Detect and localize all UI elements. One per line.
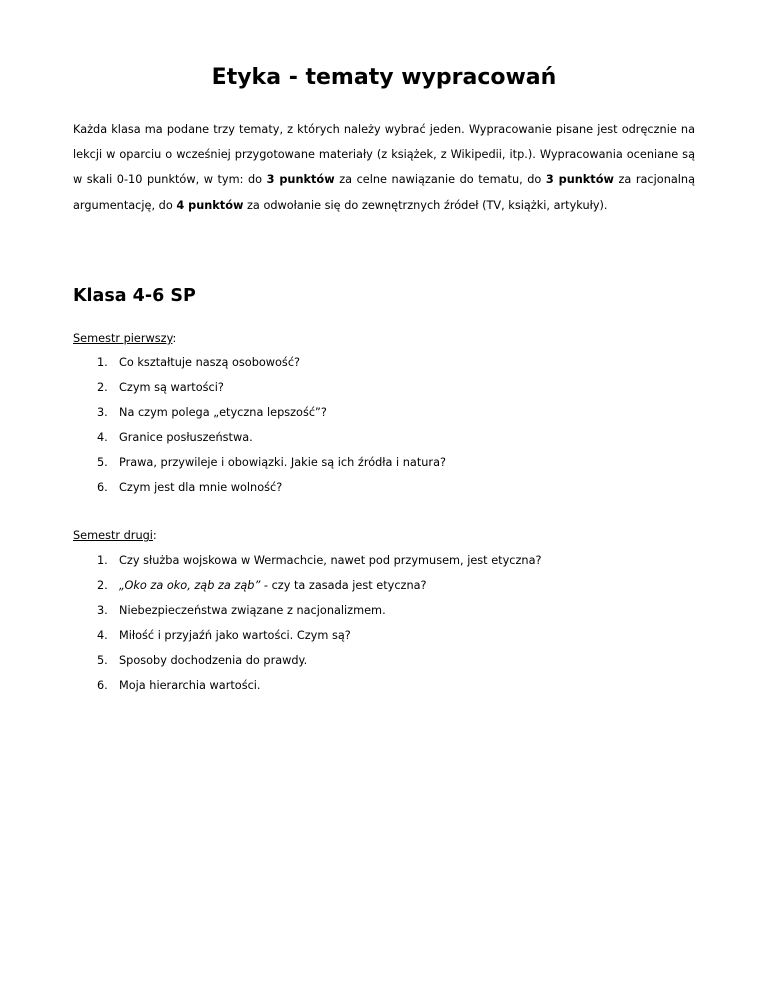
semester-2-label-text: Semestr drugi (73, 529, 153, 542)
intro-text-1: Każda klasa ma podane trzy tematy, z których należy wybrać jeden. Wypracowanie pisane jest odręcznie na lekcji w oparciu o wcześniej przygotowane materiały (z książek, z Wikipedii, itp.). Wypracowania oceniane są w skali 0-10 punktów, w tym: do (73, 123, 695, 187)
list-item-number: 2. (97, 579, 108, 592)
list-item-number: 3. (97, 406, 108, 419)
list-item-text: Sposoby dochodzenia do prawdy. (119, 654, 308, 667)
list-item-text: Granice posłuszeństwa. (119, 431, 253, 444)
intro-text-3: za racjonalną argumentację, do (73, 173, 696, 212)
list-item-number: 6. (97, 481, 108, 494)
list-item-number: 4. (97, 431, 108, 444)
page-title: Etyka - tematy wypracowań (211, 65, 557, 90)
intro-text-2: za celne nawiązanie do tematu, do (334, 173, 546, 187)
list-item-text-rest: - czy ta zasada jest etyczna? (260, 579, 427, 592)
intro-bold-1: 3 punktów (266, 173, 335, 187)
list-item-text: Czy służba wojskowa w Wermachcie, nawet pod przymusem, jest etyczna? (119, 554, 542, 567)
list-item-number: 4. (97, 629, 108, 642)
intro-bold-2: 3 punktów (545, 173, 614, 187)
list-item-text: Na czym polega „etyczna lepszość”? (119, 406, 327, 419)
semester-1-label-text: Semestr pierwszy (73, 332, 173, 345)
list-item-number: 5. (97, 456, 108, 469)
list-item-text: Co kształtuje naszą osobowość? (119, 356, 301, 369)
list-item-text: Niebezpieczeństwa związane z nacjonalizmem. (119, 604, 386, 617)
semester-2-label-colon: : (152, 529, 157, 542)
list-item-text: Moja hierarchia wartości. (119, 679, 261, 692)
list-item-number: 6. (97, 679, 108, 692)
list-item-text (119, 578, 427, 594)
semester-1-label-colon: : (172, 332, 177, 345)
list-item-number: 2. (97, 381, 108, 394)
list-item-text: Miłość i przyjaźń jako wartości. Czym są? (119, 629, 351, 642)
list-item-italic-quote: „Oko za oko, ząb za ząb” (119, 579, 261, 592)
list-item-number: 5. (97, 654, 108, 667)
list-item-number: 3. (97, 604, 108, 617)
semester-1-label (73, 331, 176, 347)
intro-paragraph (73, 117, 695, 218)
section-heading: Klasa 4-6 SP (73, 286, 196, 306)
list-item-text: Czym jest dla mnie wolność? (119, 481, 283, 494)
intro-text-4: za odwołanie się do zewnętrznych źródeł (TV, książki, artykuły). (243, 198, 608, 212)
semester-2-label (73, 528, 157, 544)
intro-bold-3: 4 punktów (176, 198, 244, 212)
list-item-number: 1. (97, 554, 108, 567)
list-item-number: 1. (97, 356, 108, 369)
list-item-text: Czym są wartości? (119, 381, 224, 394)
list-item-text: Prawa, przywileje i obowiązki. Jakie są ich źródła i natura? (119, 456, 446, 469)
